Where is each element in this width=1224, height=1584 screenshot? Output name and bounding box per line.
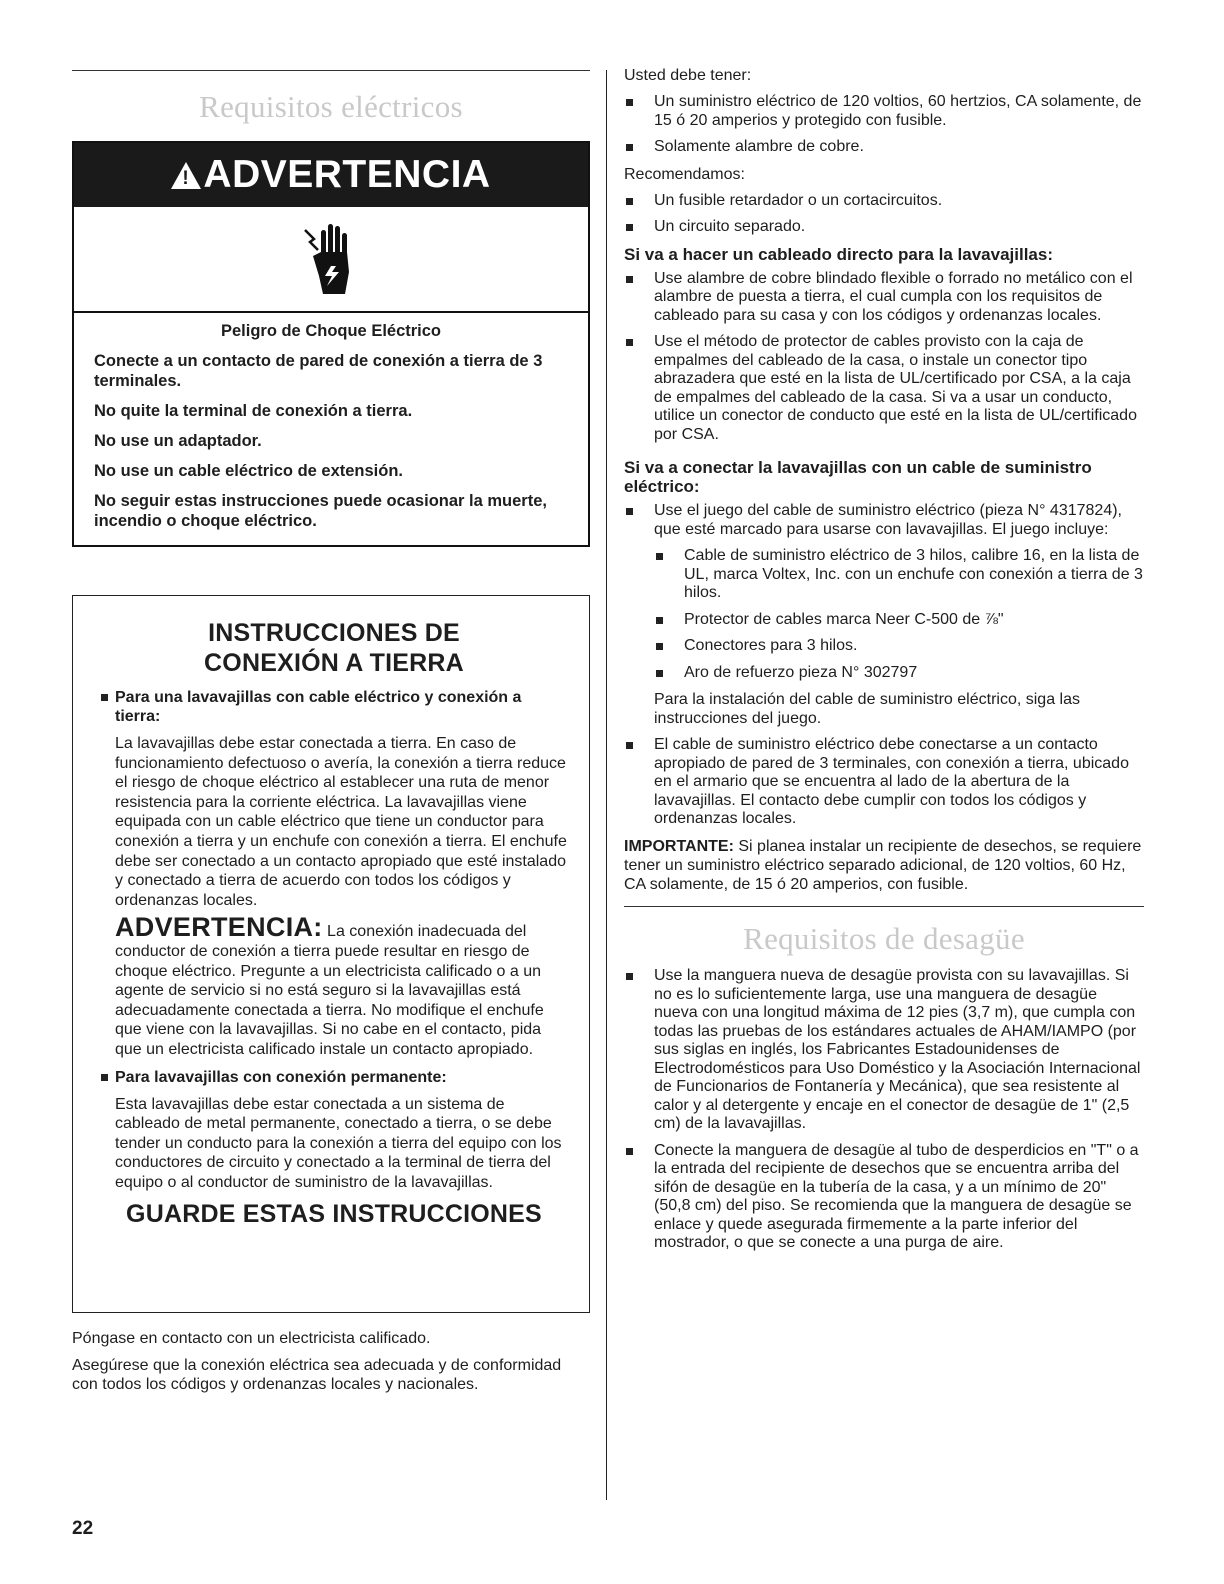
right-column [624, 66, 1144, 1261]
warning-line: No use un adaptador. [94, 432, 262, 450]
recommend-list [624, 192, 1144, 237]
warning-line: No quite la terminal de conexión a tierra. [94, 402, 413, 420]
must-have-list [624, 93, 1144, 157]
important-text: Si planea instalar un recipiente de desechos, se requiere tener un suministro eléctrico separado adicional, de 120 voltios, 60 Hz, CA solamente, de 15 ó 20 amperios, con fusible. [624, 837, 1142, 893]
kit-item: Cable de suministro eléctrico de 3 hilos, calibre 16, en la lista de UL, marca Voltex, Inc. con un enchufe con conexión a tierra de 3 hilos. [654, 547, 1144, 603]
warning-box [72, 141, 590, 547]
list-item: Un circuito separado. [624, 218, 1144, 237]
list-item: Use la manguera nueva de desagüe provista con su lavavajillas. Si no es lo suficientemente larga, use una manguera de desagüe nueva con una longitud máxima de 12 pies (3,7 m), que cumpla con todas las pruebas de los estándares actuales de AHAM/IAMPO (por sus siglas en inglés, los Fabricantes Estadounidenses de Electrodomésticos para Uso Doméstico y la Asociación Internacional de Funcionarios de Fontanería y Mecánica), que sea resistente al calor y al detergente y encaje en el conector de desagüe de 1" (2,5 cm) de la lavavajillas. [624, 967, 1144, 1134]
warning-header [74, 143, 588, 207]
warning-line: No seguir estas instrucciones puede ocasionar la muerte, incendio o choque eléctrico. [94, 492, 547, 530]
permanent-heading: Para lavavajillas con conexión permanente: [101, 1068, 567, 1087]
electrical-requirements-title: Requisitos eléctricos [199, 89, 463, 124]
warning-line: No use un cable eléctrico de extensión. [94, 462, 404, 480]
warning-body [74, 313, 588, 545]
contact-electrician: Póngase en contacto con un electricista calificado. [72, 1330, 431, 1347]
power-cord-heading: Si va a conectar la lavavajillas con un cable de suministro eléctrico: [624, 458, 1092, 496]
list-item: Use el método de protector de cables provisto con la caja de empalmes del cableado de la casa, o instale un conector tipo abrazadera que esté en la lista de UL/certificado por CSA, a la caja de empalmes del cableado de la casa. Si va a usar un conducto, utilice un conector de conducto que esté en la lista de UL/certificado por CSA. [624, 333, 1144, 444]
corded-text: La lavavajillas debe estar conectada a tierra. En caso de funcionamiento defectuoso o avería, la conexión a tierra reduce el riesgo de choque eléctrico al establecer una ruta de menor resistencia para la corriente eléctrica. La lavavajillas viene equipada con un cable eléctrico que tiene un conductor para conexión a tierra y un enchufe con conexión a tierra. El enchufe debe ser conectado a un contacto apropiado que esté instalado y conectado a tierra de acuerdo con todos los códigos y ordenanzas locales. [115, 735, 567, 909]
important-label: IMPORTANTE: [624, 837, 734, 855]
drain-requirements-title: Requisitos de desagüe [743, 921, 1025, 956]
list-item: Use el juego del cable de suministro eléctrico (pieza N° 4317824), que esté marcado para usarse con lavavajillas. El juego incluye: [624, 502, 1144, 539]
corded-heading: Para una lavavajillas con cable eléctrico y conexión a tierra: [101, 688, 567, 726]
direct-wiring-list [624, 270, 1144, 445]
must-have-label: Usted debe tener: [624, 67, 752, 84]
kit-item: Protector de cables marca Neer C-500 de ⅞" [654, 611, 1144, 630]
left-column [72, 70, 590, 1402]
page-number: 22 [72, 1518, 94, 1539]
column-divider [606, 70, 607, 1500]
direct-wiring-heading: Si va a hacer un cableado directo para la lavavajillas: [624, 244, 1053, 264]
after-box-text [72, 1329, 590, 1394]
power-cord-list [624, 502, 1144, 829]
kit-item: Conectores para 3 hilos. [654, 637, 1144, 656]
electric-shock-hand-icon [301, 220, 361, 298]
title-line-2: CONEXIÓN A TIERRA [204, 649, 464, 677]
section-rule [624, 906, 1144, 908]
grounding-instructions-title [101, 618, 567, 678]
list-item: Use alambre de cobre blindado flexible o forrado no metálico con el alambre de puesta a tierra, el cual cumpla con los requisitos de cableado para su casa y con los códigos y ordenanzas locales. [624, 270, 1144, 326]
advertencia-text: La conexión inadecuada del conductor de conexión a tierra puede resultar en riesgo de choque eléctrico. Pregunte a un electricista calificado o a un agente de servicio si no está seguro si la lavavajillas está adecuadamente conectada a tierra. No modifique el enchufe que viene con la lavavajillas. Si no cabe en el contacto, pida que un electricista calificado instale un contacto apropiado. [115, 923, 544, 1058]
recommend-label: Recomendamos: [624, 165, 745, 183]
warning-header-label: ADVERTENCIA [203, 153, 491, 196]
kit-item: Aro de refuerzo pieza N° 302797 [654, 664, 1144, 683]
list-item: Conecte la manguera de desagüe al tubo de desperdicios en "T" o a la entrada del recipiente de desechos que se encuentra arriba del sifón de desagüe en la tubería de la casa, y a un mínimo de 20" (50,8 cm) del piso. Se recomienda que la manguera de desagüe se enlace y quede asegurada firmemente a la parte inferior del mostrador, o que se conecte a una purga de aire. [624, 1142, 1144, 1253]
hazard-title: Peligro de Choque Eléctrico [220, 322, 442, 340]
permanent-text: Esta lavavajillas debe estar conectada a un sistema de cableado de metal permanente, conectado a tierra, o se debe tender un conducto para la conexión a tierra del equipo con los conductores de circuito y conectado a la terminal de tierra del equipo o al conductor de suministro de la lavavajillas. [115, 1095, 562, 1191]
drain-list [624, 967, 1144, 1253]
warning-symbol-area [74, 207, 588, 313]
advertencia-paragraph [101, 912, 567, 1059]
list-item: Un fusible retardador o un cortacircuitos. [624, 192, 1144, 211]
ensure-connection: Asegúrese que la conexión eléctrica sea adecuada y de conformidad con todos los códigos y ordenanzas locales y nacionales. [72, 1357, 562, 1393]
advertencia-label: ADVERTENCIA: [115, 912, 323, 943]
warning-triangle-icon: ! [171, 162, 201, 189]
top-rule [72, 70, 590, 71]
title-line-1: INSTRUCCIONES DE [208, 619, 460, 647]
list-item: Solamente alambre de cobre. [624, 138, 1144, 157]
grounding-instructions-box [72, 595, 590, 1313]
kit-note: Para la instalación del cable de suministro eléctrico, siga las instrucciones del juego. [654, 691, 1080, 727]
list-item: Un suministro eléctrico de 120 voltios, 60 hertzios, CA solamente, de 15 ó 20 amperios y protegido con fusible. [624, 93, 1144, 130]
warning-line: Conecte a un contacto de pared de conexión a tierra de 3 terminales. [94, 352, 543, 390]
save-instructions: GUARDE ESTAS INSTRUCCIONES [126, 1200, 542, 1229]
important-note [624, 837, 1144, 894]
list-item: El cable de suministro eléctrico debe conectarse a un contacto apropiado de pared de 3 terminales, con conexión a tierra, ubicado en el armario que se encuentra al lado de la abertura de la lavavajillas. El contacto debe cumplir con todos los códigos y ordenanzas locales. [624, 736, 1144, 829]
